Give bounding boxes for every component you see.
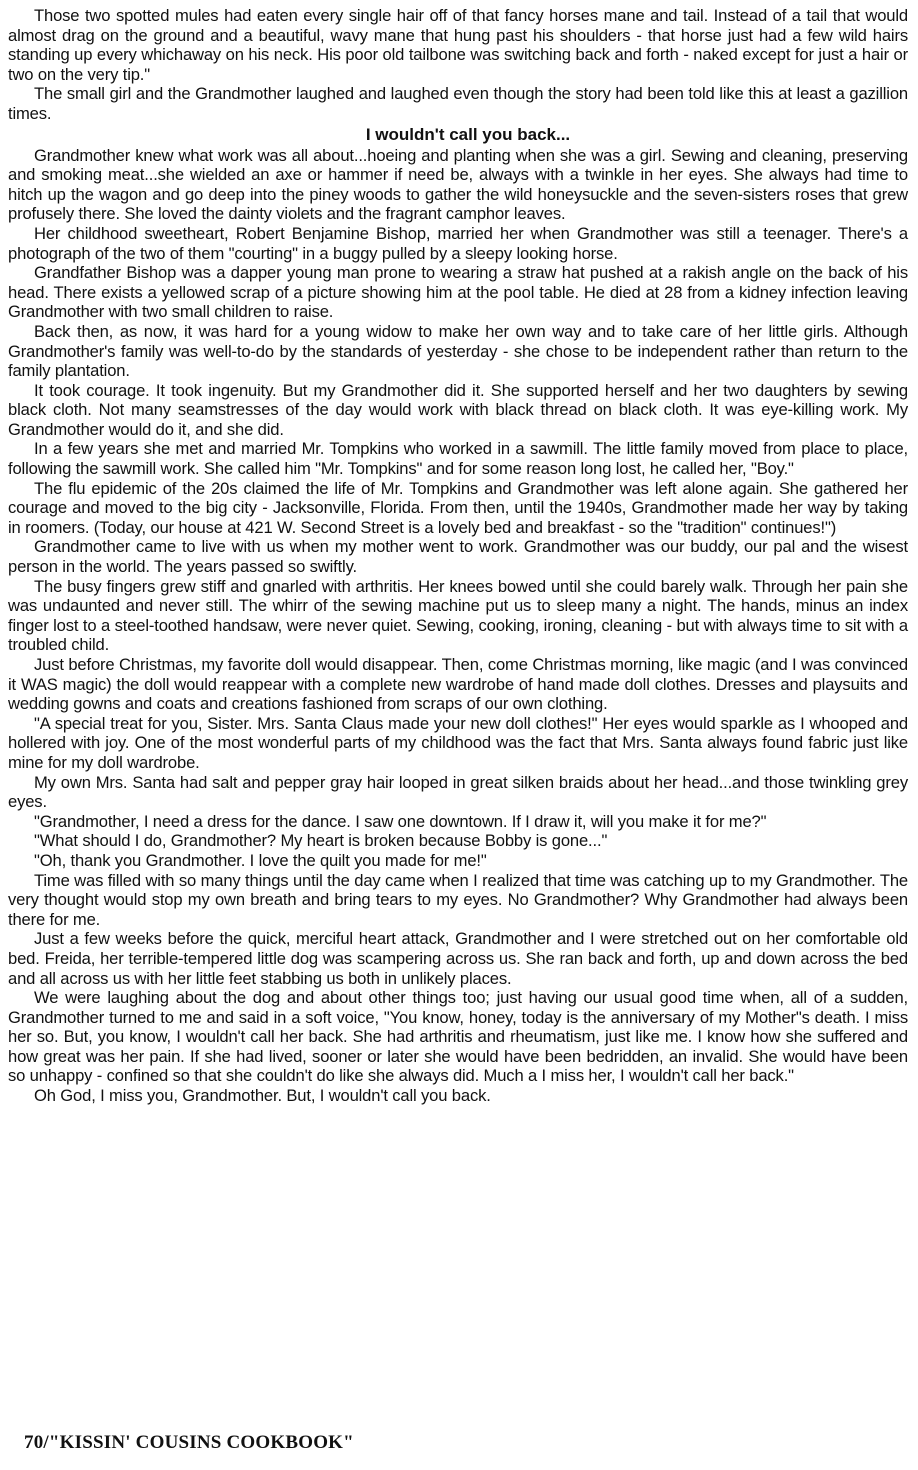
page-footer: 70/"KISSIN' COUSINS COOKBOOK" [24,1432,354,1453]
story-paragraph: Grandmother came to live with us when my mother went to work. Grandmother was our buddy, our pal and the wisest person in the world. The years passed so swiftly. [8,537,908,577]
story-paragraph: In a few years she met and married Mr. Tompkins who worked in a sawmill. The little family moved from place to place, following the sawmill work. She called him "Mr. Tompkins" and for some reason long lost, he called her, "Boy." [8,439,908,479]
story-paragraph: "Grandmother, I need a dress for the dance. I saw one downtown. If I draw it, will you make it for me?" [34,811,767,831]
story-paragraph: Grandfather Bishop was a dapper young man prone to wearing a straw hat pushed at a rakish angle on the back of his head. There exists a yellowed scrap of a picture showing him at the pool table. He died at 28 from a kidney infection leaving Grandmother with two small children to raise. [8,263,908,322]
story-paragraph: Just a few weeks before the quick, merciful heart attack, Grandmother and I were stretched out on her comfortable old bed. Freida, her terrible-tempered little dog was scampering across us. She ran back and forth, up and down across the bed and all across us with her little feet stabbing us both in unlikely places. [8,929,908,988]
story-paragraph: Time was filled with so many things until the day came when I realized that time was catching up to my Grandmother. The very thought would stop my own breath and bring tears to my eyes. No Grandmother? Why Grandmother had always been there for me. [8,870,908,929]
story-paragraph: The flu epidemic of the 20s claimed the life of Mr. Tompkins and Grandmother was left alone again. She gathered her courage and moved to the big city - Jacksonville, Florida. From then, until the 1940s, Grandmother made her way by taking in roomers. (Today, our house at 421 W. Second Street is a lovely bed and breakfast - so the "tradition" continues!") [8,478,908,537]
story-paragraph: Those two spotted mules had eaten every single hair off of that fancy horses mane and tail. Instead of a tail that would almost drag on the ground and a beautiful, wavy mane that hung past his shoulders - that horse just had a few wild hairs standing up every whichaway on his neck. His poor old tailbone was switching back and forth - naked except for just a hair or two on the very tip." [8,6,908,84]
story-paragraph: Back then, as now, it was hard for a young widow to make her own way and to take care of her little girls. Although Grandmother's family was well-to-do by the standards of yesterday - she chose to be independent rather than return to the family plantation. [8,321,908,381]
story-paragraph: My own Mrs. Santa had salt and pepper gray hair looped in great silken braids about her head...and those twinkling grey eyes. [8,772,908,812]
story-paragraph: "A special treat for you, Sister. Mrs. Santa Claus made your new doll clothes!" Her eyes would sparkle as I whooped and hollered with joy. One of the most wonderful parts of my childhood was the fact that Mrs. Santa always found fabric just like mine for my doll wardrobe. [8,713,908,772]
story-paragraph: We were laughing about the dog and about other things too; just having our usual good time when, all of a sudden, Grandmother turned to me and said in a soft voice, "You know, honey, today is the anniversary of my Mother"s death. I miss her so. But, you know, I wouldn't call her back. She had arthritis and rheumatism, just like me. I know how she suffered and how great was her pain. If she had lived, sooner or later she would have been bedridden, an invalid. She would have been so unhappy - confined so that she couldn't do like she always did. Much a I miss her, I wouldn't call her back." [8,988,908,1086]
story-paragraph: Grandmother knew what work was all about...hoeing and planting when she was a girl. Sewing and cleaning, preserving and smoking meat...she wielded an axe or hammer if need be, always with a twinkle in her eyes. She always had time to hitch up the wagon and go deep into the piney woods to gather the wild honeysuckle and the seven-sisters roses that grew profusely there. She loved the dainty violets and the fragrant camphor leaves. [8,145,908,224]
story-paragraph: "What should I do, Grandmother? My heart is broken because Bobby is gone..." [34,831,608,851]
story-paragraph: The busy fingers grew stiff and gnarled with arthritis. Her knees bowed until she could barely walk. Through her pain she was undaunted and never still. The whirr of the sewing machine put us to sleep many a night. The hands, minus an index finger lost to a steel-toothed handsaw, were never quiet. Sewing, cooking, ironing, cleaning - but with always time to sit with a troubled child. [8,576,908,655]
story-paragraph: Oh God, I miss you, Grandmother. But, I wouldn't call you back. [34,1086,491,1106]
section-heading: I wouldn't call you back... [365,124,571,144]
story-paragraph: Just before Christmas, my favorite doll would disappear. Then, come Christmas morning, like magic (and I was convinced it WAS magic) the doll would reappear with a complete new wardrobe of hand made doll clothes. Dresses and playsuits and wedding gowns and coats and creations fashioned from scraps of our own clothing. [8,655,908,714]
story-paragraph: It took courage. It took ingenuity. But my Grandmother did it. She supported herself and her two daughters by sewing black cloth. Not many seamstresses of the day would work with black thread on black cloth. It was eye-killing work. My Grandmother would do it, and she did. [8,380,908,439]
story-paragraph: Her childhood sweetheart, Robert Benjamine Bishop, married her when Grandmother was still a teenager. There's a photograph of the two of them "courting" in a buggy pulled by a sleepy looking horse. [8,223,908,263]
story-paragraph: The small girl and the Grandmother laughed and laughed even though the story had been told like this at least a gazillion times. [8,84,908,123]
story-paragraph: "Oh, thank you Grandmother. I love the quilt you made for me!" [34,850,487,870]
